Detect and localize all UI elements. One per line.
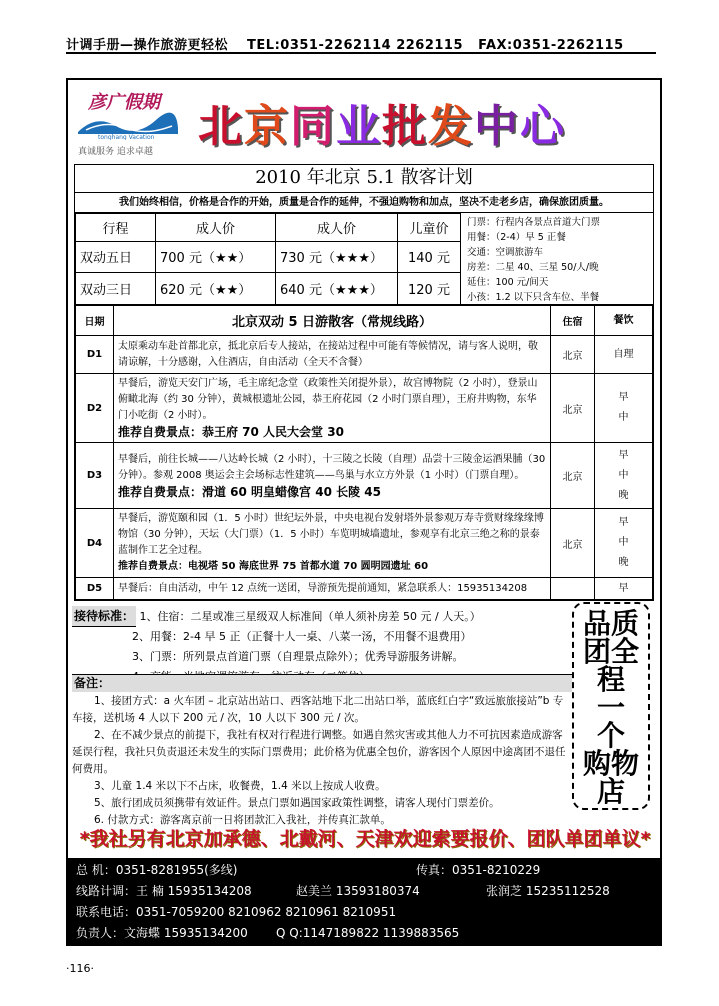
itinerary-header-stay: 住宿 [551, 306, 595, 336]
title-char: 京 [244, 101, 290, 152]
itinerary-recommend: 推荐自费景点：滑道 60 明皇蜡像宫 40 长陵 45 [118, 484, 381, 499]
title-char: 批 [382, 101, 428, 152]
standard-item: 3、门票：所列景点首道门票（自理景点除外）；优秀导游服务讲解。 [132, 650, 464, 663]
header [68, 80, 660, 160]
contact-panel [68, 858, 660, 944]
logo [76, 88, 186, 158]
standard-label: 接待标准： [72, 606, 136, 627]
logo-wave-caption: tonghang Vacation [98, 134, 155, 140]
itinerary-stay: 北京 [551, 509, 595, 578]
page-frame [66, 78, 662, 946]
price-header-cell: 成人价 [276, 214, 398, 242]
itinerary-meal: 早 [595, 578, 653, 600]
itinerary-meal: 早 中 晚 [595, 509, 653, 578]
stamp-char: 团 [582, 635, 611, 668]
title-char: 发 [428, 101, 474, 152]
stamp-char: 质 [611, 607, 640, 640]
itinerary-line: 早餐后，游览颐和园（1．5 小时）世纪坛外景，中央电视台发射塔外景参观万寿寺赏财缘缘缘博物馆（30 分钟），天坛（大门票）（1．5 小时）车览明城墙遗址，参观享有北京三绝之称的景泰蓝制作工艺全过程。 [118, 513, 544, 556]
itinerary-day: D2 [76, 374, 114, 443]
itinerary-stay: 北京 [551, 443, 595, 509]
logo-wave-icon [76, 110, 180, 140]
title-char: 北 [198, 101, 244, 152]
itinerary-row [76, 509, 653, 578]
itinerary-stay [551, 578, 595, 600]
itinerary-header-meal: 餐饮 [595, 306, 653, 336]
remark-item: 5、旅行团成员须携带有效证件。景点门票如遇国家政策性调整，请客人现付门票差价。 [94, 797, 500, 809]
stamp-char: 个 [596, 719, 625, 752]
standard-row [72, 606, 572, 627]
itinerary-line: 早餐后：自由活动，中午 12 点统一送团，导游预先提前通知，紧急联系人：15935134208 [118, 582, 528, 594]
title-char: 心 [520, 101, 566, 152]
remark-item: 6. 付款方式：游客离京前一日将团款汇入我社，并传真汇款单。 [94, 814, 391, 826]
itinerary-day: D5 [76, 578, 114, 600]
price-cell: 620 元（★★） [156, 273, 276, 305]
itinerary-meal: 早 中 晚 [595, 443, 653, 509]
itinerary-row [76, 578, 653, 600]
itinerary-day: D1 [76, 336, 114, 374]
price-header-cell: 儿童价 [398, 214, 461, 242]
itinerary-line: 早餐后，游览天安门广场，毛主席纪念堂（政策性关闭提外景），故宫博物院（2 小时），登景山俯瞰北海（约 30 分钟），黄城根遗址公园，恭王府花园（2 小时门票自理），王府井购物，东华门小吃街（2 小时）。 [118, 378, 538, 421]
itinerary-stay: 北京 [551, 374, 595, 443]
itinerary-recommend: 推荐自费景点：电视塔 50 海底世界 75 首都水道 70 圆明园遗址 60 [118, 561, 429, 572]
top-bar-left: 计调手册—操作旅游更轻松 [66, 38, 229, 53]
logo-brand: 彦广假期 [88, 92, 160, 113]
stamp-char: 程 [596, 663, 625, 696]
stamp-char: 品 [582, 607, 611, 640]
itinerary-desc [114, 336, 551, 374]
price-cell: 120 元 [398, 273, 461, 305]
price-header-cell: 成人价 [156, 214, 276, 242]
price-cell: 700 元（★★） [156, 241, 276, 273]
itinerary-line: 太原乘动车赴首都北京，抵北京后专人接站，在接站过程中可能有等候情况，请与客人说明，敬请谅解，十分感谢，入住酒店，自由活动（全天不含餐） [118, 340, 538, 368]
itinerary-row [76, 374, 653, 443]
stamp-char: 一 [596, 691, 625, 724]
contact-row [76, 860, 652, 881]
price-row [76, 241, 461, 273]
quality-stamp [572, 602, 650, 810]
page-title [198, 90, 566, 154]
remarks-section [72, 674, 572, 829]
top-bar-fax: FAX:0351-2262115 [478, 38, 624, 53]
contact-fax: 传真：0351-8210229 [416, 863, 541, 877]
plan-box [74, 164, 654, 601]
standard-item: 2、用餐：2-4 早 5 正（正餐十人一桌、八菜一汤，不用餐不退费用） [132, 630, 472, 643]
itinerary-header-row [76, 306, 653, 336]
itinerary-recommend: 推荐自费景点：恭王府 70 人民大会堂 30 [118, 425, 344, 439]
itinerary-row [76, 336, 653, 374]
itinerary-header-route: 北京双动 5 日游散客（常规线路） [114, 306, 551, 336]
promo-banner: *我社另有北京加承德、北戴河、天津欢迎索要报价、团队单团单议* [79, 828, 651, 850]
price-note: 交通：空调旅游车 [467, 247, 544, 258]
price-cell: 640 元（★★★） [276, 273, 398, 305]
contact-row [76, 881, 652, 902]
price-row [76, 273, 461, 305]
price-section [75, 213, 653, 305]
stamp-row [574, 635, 648, 668]
itinerary-day: D3 [76, 443, 114, 509]
contact-qq: Q Q:1147189822 1139883565 [276, 926, 460, 940]
price-cell: 140 元 [398, 241, 461, 273]
logo-slogan: 真诚服务 追求卓越 [78, 147, 153, 157]
price-cell: 双动五日 [76, 241, 156, 273]
remark-item: 2、在不减少景点的前提下，我社有权对行程进行调整。如遇自然灾害或其他人力不可抗因素造成游客延误行程，我社只负责退还未发生的实际门票费用；此价格为优惠全包价，游客因个人原因中途离团不退任何费用。 [72, 729, 566, 775]
remarks-label: 备注： [72, 674, 572, 692]
itinerary-desc [114, 443, 551, 509]
stamp-char: 店 [596, 775, 625, 808]
price-note: 延住：100 元/间天 [467, 277, 549, 288]
plan-slogan: 我们始终相信，价格是合作的开始，质量是合作的延伸，不强迫购物和加点，坚决不走老乡店，确保旅团质量。 [75, 193, 653, 213]
itinerary-line: 早餐后，前往长城——八达岭长城（2 小时），十三陵之长陵（自理）品尝十三陵金运酒果脯（30 分钟）。参观 2008 奥运会主会场标志性建筑——鸟巢与水立方外景（1 小时）（门票自理）。 [118, 453, 546, 481]
price-cell: 双动三日 [76, 273, 156, 305]
itinerary-meal: 早 中 [595, 374, 653, 443]
stamp-row [574, 747, 648, 780]
price-header-row [76, 214, 461, 242]
stamp-char: 物 [611, 747, 640, 780]
standard-item: 1、住宿：二星或准三星级双人标准间（单人须补房差 50 元 / 人天。） [139, 610, 481, 623]
itinerary-header-day: 日期 [76, 306, 114, 336]
itinerary-day: D4 [76, 509, 114, 578]
plan-title: 2010 年北京 5.1 散客计划 [75, 165, 653, 193]
price-cell: 730 元（★★★） [276, 241, 398, 273]
remark-item: 1、接团方式：a 火车团 – 北京站出站口、西客站地下北二出站口举，蓝底红白字“致远旅旅接站”b 专车接，送机场 4 人以下 200 元 / 次，10 人以下 300 元 / 次。 [72, 695, 564, 724]
contact-phones: 联系电话：0351-7059200 8210962 8210961 8210951 [76, 905, 397, 919]
contact-manager: 负责人：文海蝶 15935134200 [76, 926, 248, 940]
remark-item: 3、儿童 1.4 米以下不占床，收餐费，1.4 米以上按成人收费。 [94, 780, 386, 792]
title-char: 同 [290, 101, 336, 152]
contact-zhang: 张润芝 15235112528 [486, 884, 610, 898]
contact-zhao: 赵美兰 13593180374 [296, 884, 420, 898]
title-char: 中 [474, 101, 520, 152]
price-notes [467, 215, 653, 305]
price-note: 房差：二星 40、三星 50/人/晚 [467, 262, 599, 273]
itinerary-desc [114, 578, 551, 600]
stamp-row [574, 607, 648, 640]
itinerary-table [75, 305, 653, 600]
contact-main-phone: 总 机：0351-8281955(多线) [76, 863, 238, 877]
contact-row [76, 923, 652, 944]
price-table [75, 213, 461, 305]
stamp-char: 全 [611, 635, 640, 668]
stamp-char: 购 [582, 747, 611, 780]
page-number: ·116· [66, 962, 94, 975]
title-char: 业 [336, 101, 382, 152]
itinerary-desc [114, 374, 551, 443]
contact-row [76, 902, 652, 923]
price-note: 门票：行程内各景点首道大门票 [467, 217, 601, 228]
contact-planner: 线路计调：王 楠 15935134208 [76, 884, 252, 898]
top-bar [66, 34, 656, 54]
itinerary-desc [114, 509, 551, 578]
price-note: 用餐：（2-4）早 5 正餐 [467, 232, 566, 243]
itinerary-meal: 自理 [595, 336, 653, 374]
price-header-cell: 行程 [76, 214, 156, 242]
top-bar-tel: TEL:0351-2262114 2262115 [247, 38, 464, 53]
itinerary-row [76, 443, 653, 509]
price-note: 小孩：1.2 以下只含车位、半餐 [467, 292, 600, 303]
itinerary-stay: 北京 [551, 336, 595, 374]
